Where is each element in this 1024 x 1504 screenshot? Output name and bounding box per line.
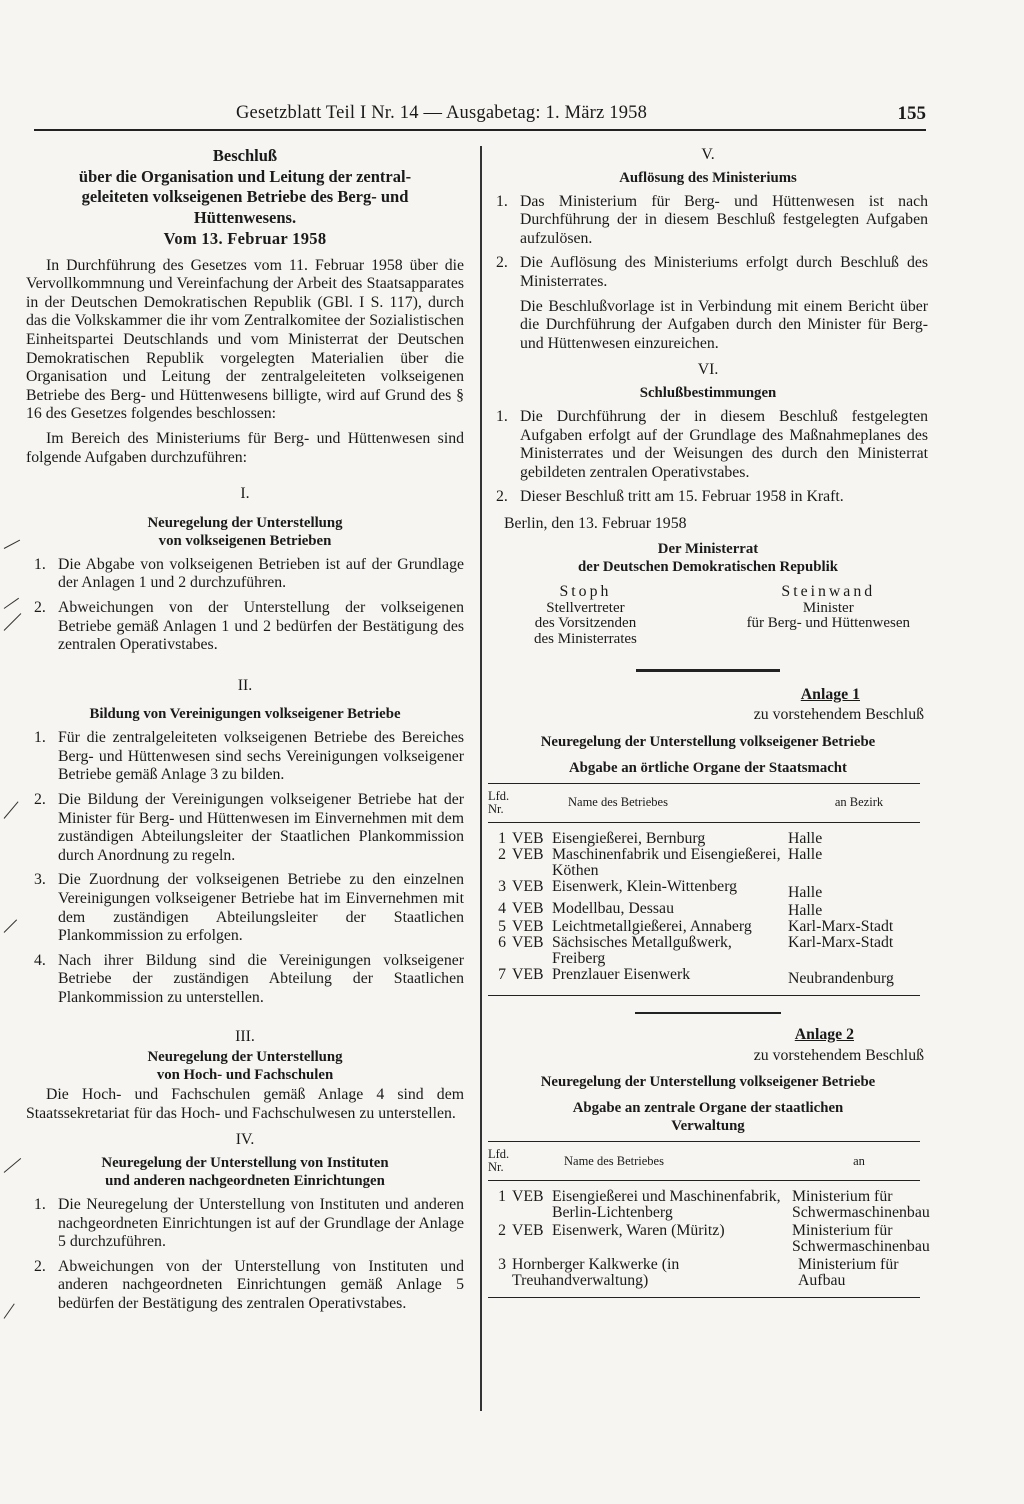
table-row: 4 VEB Modellbau, Dessau Halle [498, 899, 823, 919]
header-rule [34, 129, 926, 131]
table-row: 7 VEB Prenzlauer Eisenwerk Neubrandenburg [498, 965, 894, 987]
list-item: 2. Die Bildung der Vereinigungen volkseigener Betriebe hat der Minister für Berg- und Hüttenwesen im Einvernehmen mit dem zuständigen Abteilungsleiter der Staatlichen Plankommission durch Anordnung zu regeln. [34, 791, 464, 864]
margin-mark [4, 919, 17, 932]
list-item: 2. Die Auflösung des Ministeriums erfolgt durch Beschluß des Ministerrates. [496, 254, 928, 290]
divider [636, 669, 780, 672]
decree-date: Vom 13. Februar 1958 [163, 229, 327, 248]
table-header: Lfd. Nr. Name des Betriebes an Bezirk [488, 784, 920, 823]
list-item: 1. Die Neuregelung der Unterstellung von Instituten und anderen nachgeordneten Einrichtungen ist auf der Grundlage der Anlage 5 durchzuführen. [34, 1195, 464, 1251]
running-head: Gesetzblatt Teil I Nr. 14 — Ausgabetag: 1. März 1958 [236, 103, 648, 123]
section-title: Bildung von Vereinigungen volkseigener Betriebe [89, 706, 401, 723]
table-body [488, 823, 920, 995]
right-column [488, 146, 928, 1298]
left-column [26, 146, 464, 1314]
place-date: Berlin, den 13. Februar 1958 [504, 514, 687, 532]
table-row: 5 VEB Leichtmetallgießerei, Annaberg Karl-Marx-Stadt [498, 917, 894, 935]
table-header: Lfd. Nr. Name des Betriebes an [488, 1142, 920, 1181]
section-title: Schlußbestimmungen [639, 384, 777, 401]
section-number: IV. [235, 1131, 255, 1149]
annex-1-table [488, 783, 920, 996]
list-item: 4. Nach ihrer Bildung sind die Vereinigungen volkseigener Betriebe der zuständigen Abteilung der Staatlichen Plankommission zu unterstellen. [34, 951, 464, 1006]
section-number: VI. [697, 361, 719, 379]
signature-steinwand: Steinwand Minister für Berg- und Hüttenwesen [746, 582, 910, 631]
table-row: 2 VEB Maschinenfabrik und Eisengießerei, Köthen Halle [498, 845, 823, 879]
table-row: 3 VEB Eisenwerk, Klein-Wittenberg Halle [498, 877, 823, 901]
list-item: 1. Die Abgabe von volkseigenen Betrieben ist auf der Grundlage der Anlagen 1 und 2 durchzuführen. [34, 555, 464, 592]
section-paragraph: Die Hoch- und Fachschulen gemäß Anlage 4 sind dem Staatssekretariat für das Hoch- und Fachschulwesen zu unterstellen. [26, 1086, 464, 1122]
section-title: Neuregelung der Unterstellung von volkseigenen Betrieben [147, 514, 343, 549]
margin-mark [4, 613, 22, 631]
section-number: I. [240, 485, 250, 503]
section-note: Die Beschlußvorlage ist in Verbindung mit einem Bericht über die Durchführung der Aufgaben durch den Minister für Berg- und Hüttenwesen einzureichen. [520, 297, 928, 352]
signature-stoph: Stoph Stellvertreter des Vorsitzenden des Ministerrates [534, 582, 637, 647]
table-row: 3 Hornberger Kalkwerke (in Treuhandverwaltung) Ministerium für Aufbau [498, 1256, 899, 1290]
preamble: In Durchführung des Gesetzes vom 11. Februar 1958 über die Vervollkommnung und Vereinfachung der Arbeit des Staatsapparates in der Deutschen Demokratischen Republik (GBl. I S. 117), durch das die Volkskammer die ihr vom Zentralkomitee der Sozialistischen Einheitspartei Deutschlands und vom Ministerrat der Deutschen Demokratischen Republik vorgelegten Materialien über die Organisation und Leitung der zentralgeleiteten volkseigenen Betriebe des Berg- und Hüttenwesens billigte, wird auf Grund des § 16 des Gesetzes folgendes beschlossen: [26, 256, 464, 423]
margin-mark [4, 1158, 21, 1173]
annex-2-subheading: Abgabe an zentrale Organe der staatlichen Verwaltung [572, 1100, 844, 1135]
signatures [488, 582, 928, 648]
annex-2-label: Anlage 2 zu vorstehendem Beschluß [753, 1026, 924, 1064]
signing-authority: Der Ministerrat der Deutschen Demokratischen Republik [578, 540, 838, 575]
table-row: 1 VEB Eisengießerei, Bernburg Halle [498, 829, 823, 847]
list-item: 1. Die Durchführung der in diesem Beschluß festgelegten Aufgaben erfolgt auf der Grundlage des Maßnahmeplanes des Ministerrates und der Weisungen des durch den Ministerrat gebildeten zentralen Operativstabes. [496, 407, 928, 481]
margin-mark [4, 801, 19, 818]
section-title: Neuregelung der Unterstellung von Hoch- und Fachschulen [147, 1049, 343, 1084]
margin-mark [4, 540, 20, 549]
list-item: 2. Abweichungen von der Unterstellung der volkseigenen Betriebe gemäß Anlagen 1 und 2 bedürfen der Bestätigung des zentralen Operativstabes. [34, 598, 464, 654]
list-item: 2. Dieser Beschluß tritt am 15. Februar 1958 in Kraft. [496, 488, 844, 506]
annex-1-heading: Neuregelung der Unterstellung volkseigener Betriebe [540, 733, 876, 750]
table-row: 2 VEB Eisenwerk, Waren (Müritz) Ministerium für Schwermaschinenbau [498, 1222, 930, 1256]
margin-mark [4, 598, 19, 609]
decree-title: Beschluß über die Organisation und Leitung der zentral- geleiteten volkseigenen Betriebe des Berg- und Hüttenwesens. [78, 146, 412, 227]
list-item: 2. Abweichungen von der Unterstellung von Instituten und anderen nachgeordneten Einrichtungen gemäß Anlage 5 bedürfen der Bestätigung des zentralen Operativstabes. [34, 1257, 464, 1312]
annex-1-subheading: Abgabe an örtliche Organe der Staatsmacht [569, 759, 847, 776]
section-number: V. [701, 146, 715, 163]
section-number: III. [235, 1027, 255, 1045]
table-row: 6 VEB Sächsisches Metallgußwerk, Freiberg Karl-Marx-Stadt [498, 933, 894, 967]
annex-1-label: Anlage 1 zu vorstehendem Beschluß [753, 685, 924, 724]
list-item: 3. Die Zuordnung der volkseigenen Betriebe zu den einzelnen Vereinigungen volkseigener Betriebe hat im Einvernehmen mit dem zuständigen Abteilungsleiter der Staatlichen Plankommission zu erfolgen. [34, 871, 464, 945]
column-divider [480, 146, 482, 1411]
page-number: 155 [897, 103, 926, 124]
list-item: 1. Für die zentralgeleiteten volkseigenen Betriebe des Bereiches Berg- und Hüttenwesen sind sechs Vereinigungen volkseigener Betriebe gemäß Anlage 3 zu bilden. [34, 729, 464, 784]
table-body [488, 1181, 930, 1297]
annex-2-table [488, 1141, 930, 1298]
annex-2-heading: Neuregelung der Unterstellung volkseigener Betriebe [540, 1074, 876, 1091]
table-row: 1 VEB Eisengießerei und Maschinenfabrik, Berlin-Lichtenberg Ministerium für Schwermaschinenbau [498, 1188, 930, 1222]
list-item: 1. Das Ministerium für Berg- und Hüttenwesen ist nach Durchführung der in diesem Beschluß festgelegten Aufgaben aufzulösen. [496, 192, 928, 247]
section-title: Auflösung des Ministeriums [619, 169, 797, 186]
section-title: Neuregelung der Unterstellung von Instituten und anderen nachgeordneten Einrichtungen [101, 1154, 389, 1189]
page-header [236, 103, 926, 129]
section-number: II. [237, 676, 253, 694]
preamble-scope: Im Bereich des Ministeriums für Berg- und Hüttenwesen sind folgende Aufgaben durchzuführen: [26, 429, 464, 466]
margin-mark [4, 1303, 15, 1318]
divider [635, 1012, 781, 1015]
